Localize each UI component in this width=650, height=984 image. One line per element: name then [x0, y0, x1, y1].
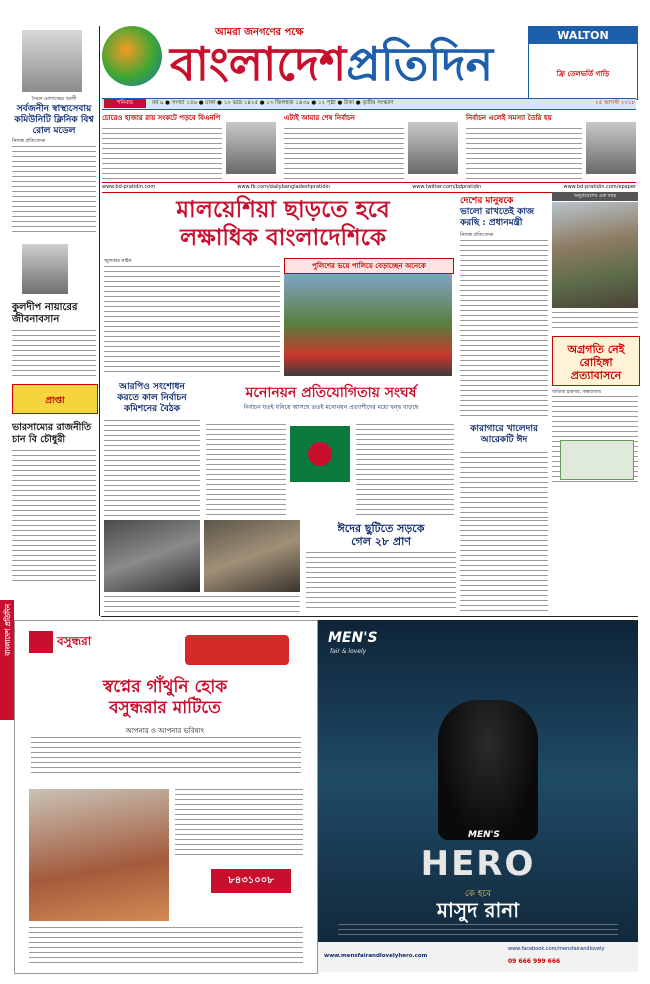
ec-headline-line1: আরপিও সংশোধন	[119, 382, 185, 392]
mens-brand-mid: MEN'S	[468, 830, 500, 840]
teaser-3-text	[466, 128, 582, 180]
tagline: আমরা জনগণের পক্ষে	[215, 27, 304, 38]
nomination-headline: মনোনয়ন প্রতিযোগিতায় সংঘর্ষ	[245, 385, 417, 401]
pm-headline-line2: ভালো রাখতেই কাজ	[460, 207, 534, 217]
hero-silhouette	[438, 700, 538, 840]
jail-headline	[460, 424, 548, 446]
pm-headline-line3: করছি : প্রধানমন্ত্রী	[460, 218, 523, 228]
teaser-3-headline: নির্বাচন এলেই সমস্যা তৈরি হয়	[466, 113, 552, 122]
left-byline: নিজস্ব প্রতিবেদক	[12, 138, 46, 144]
teaser-2-photo	[408, 122, 458, 174]
rohingya-headline-line1: অগ্রগতি নেই রোহিঙ্গা	[567, 343, 625, 369]
hero-name: মাসুদ রানা	[436, 898, 520, 922]
lead-headline	[118, 196, 448, 252]
pm-body-text	[460, 240, 548, 420]
walton-ad[interactable]	[528, 26, 638, 100]
teaser-3[interactable]	[466, 112, 636, 180]
profile-photo	[22, 30, 82, 92]
ads-top-rule	[101, 616, 638, 617]
teaser-2-text	[284, 128, 404, 180]
social-epaper[interactable]: www.bd-pratidin.com/epaper	[563, 184, 636, 190]
left-story3-headline: ভারসাম্যের রাজনীতি চান বি চৌধুরী	[12, 422, 92, 445]
left-ad-text: প্রাপ্তা	[45, 396, 65, 406]
bashundhara-headline	[25, 677, 305, 719]
vertical-strip	[0, 600, 14, 720]
mens-sub-top: fair & lovely	[330, 648, 367, 655]
meta-date: ২৫ আগস্ট ২০১৮	[595, 100, 635, 106]
bashundhara-contacts	[29, 927, 303, 965]
rohingya-label: অনুপ্রবেশের এক বছর	[552, 192, 638, 201]
rohingya-headline	[553, 337, 639, 382]
jail-headline-line2: আরেকটি ঈদ	[480, 435, 528, 445]
lead-photo-caption: পুলিশের ভয়ে পালিয়ে বেড়াচ্ছেন অনেকে	[284, 258, 454, 274]
social-web[interactable]: www.bd-pratidin.com	[102, 184, 156, 190]
lead-body-text	[104, 266, 280, 376]
nomination-body-left	[206, 424, 286, 516]
left-body-text	[12, 146, 96, 236]
walton-line1: ফ্রি তেলভর্তি গাড়ি	[556, 70, 610, 78]
obit-headline: কুলদীপ নায়ারের জীবনাবসান	[12, 302, 78, 325]
bashundhara-brand: বসুন্ধরা	[57, 634, 92, 648]
road-headline-line2: গেল ২৮ প্রাণ	[351, 535, 411, 548]
bashundhara-bricks-image	[29, 789, 169, 921]
teaser-1[interactable]	[102, 112, 278, 180]
bashundhara-headline-line1: স্বপ্নের গাঁথুনি হোক	[102, 677, 228, 697]
left-ad[interactable]	[12, 384, 98, 414]
mens-hero-ad[interactable]	[318, 620, 638, 972]
road-body-right	[460, 520, 548, 612]
left-headline: সর্বজনীন স্বাস্থ্যসেবায় কমিউনিটি ক্লিনিক বিশ্ব রোল মডেল	[14, 104, 94, 136]
hero-tagline: কে হবে	[464, 889, 492, 899]
obit-body-text	[12, 330, 96, 380]
nomination-sub: নির্বাচন যতই ঘনিয়ে আসছে ততই মনোনয়ন প্রত্যাশীদের মধ্যে দ্বন্দ্ব বাড়ছে	[243, 404, 419, 411]
teaser-2-headline: এটাই আমার শেষ নির্বাচন	[284, 113, 355, 122]
bashundhara-ad[interactable]	[14, 620, 318, 974]
road-headline	[306, 522, 456, 548]
hero-phone[interactable]: 09 666 999 666	[508, 958, 561, 965]
masthead-title-right: প্রতিদিন	[346, 37, 494, 91]
teaser-1-text	[102, 128, 222, 180]
bashundhara-hotline[interactable]: ৮৪৩১০০৮	[211, 869, 291, 893]
masthead-title-left: বাংলাদেশ	[170, 37, 347, 91]
rohingya-headline-box	[552, 336, 640, 386]
lead-photo	[284, 274, 452, 376]
ec-headline	[104, 382, 200, 415]
jail-headline-line1: কারাগারে খালেদার	[470, 424, 538, 434]
teaser-1-photo	[226, 122, 276, 174]
road-headline-line1: ঈদের ছুটিতে সড়কে	[337, 522, 425, 535]
profile-name: সৈয়দ মোদাচ্ছের আলী	[31, 96, 77, 102]
walton-brand: WALTON	[529, 27, 637, 44]
meta-line: বর্ষ ৯ ● সংখ্যা ১৫৬ ● ঢাকা ● ১০ ভাদ্র ১৪২৫ ● ১৩ জিলহজ ১৪৩৯ ● ১২ পৃষ্ঠা ● টাকা ● তৃতীয় সংস্করণ	[152, 100, 394, 106]
social-fb[interactable]: www.fb.com/dailybangladeshpratidin	[237, 184, 331, 190]
anniversary-logo	[102, 26, 162, 86]
pm-headline	[460, 196, 548, 229]
left-story3-body	[12, 450, 96, 585]
bashundhara-headline-line2: বসুন্ধরার মাটিতে	[109, 698, 221, 718]
rohingya-headline-line2: প্রত্যাবাসনে	[570, 369, 622, 382]
rohingya-photo	[552, 202, 638, 308]
meta-day: শনিবার	[104, 99, 146, 108]
vertical-strip-label: বাংলাদেশ প্রতিদিন	[4, 604, 12, 656]
hero-site[interactable]: www.mensfairandlovelyhero.com	[324, 953, 428, 959]
obit-photo	[22, 244, 68, 294]
nomination-body-right	[356, 424, 454, 516]
lead-headline-line1: মালয়েশিয়া ছাড়তে হবে	[176, 196, 390, 223]
road-body-text	[306, 552, 456, 612]
hero-fb[interactable]: www.facebook.com/mensfairandlovely	[508, 946, 605, 952]
hero-description	[338, 924, 618, 936]
bashundhara-body-lines	[31, 737, 301, 777]
jail-body-text	[460, 452, 548, 518]
awami-logo	[290, 426, 350, 482]
ec-headline-line3: কমিশনের বৈঠক	[123, 404, 181, 414]
masthead-title	[170, 36, 493, 92]
lead-headline-line2: লক্ষাধিক বাংলাদেশিকে	[179, 224, 387, 251]
bashundhara-body: আপনার ও আপনার ভবিষ্যৎ	[125, 727, 205, 735]
pm-byline: নিজস্ব প্রতিবেদক	[460, 232, 494, 238]
hero-footer	[318, 942, 638, 972]
accident-photo	[104, 520, 300, 614]
rohingya-inset	[560, 440, 634, 480]
bashundhara-anniversary-badge	[185, 635, 289, 665]
rohingya-byline: আয়াজ হায়দার, কক্সবাজার	[552, 390, 602, 395]
rohingya-caption	[552, 312, 638, 332]
lead-byline: জুলকার নাইন	[104, 258, 132, 264]
ec-headline-line2: করতে কাল নির্বাচন	[117, 393, 187, 403]
bashundhara-details	[175, 789, 303, 859]
pm-headline-line1: দেশের মানুষকে	[460, 196, 514, 206]
bashundhara-logo-icon	[29, 631, 53, 653]
mens-brand-top: MEN'S	[328, 630, 378, 646]
hero-title: HERO	[420, 844, 536, 884]
teaser-3-photo	[586, 122, 636, 174]
teaser-2[interactable]	[284, 112, 460, 180]
teaser-1-headline: চোরেও হাজার রায় সংকটে পড়বে বিএনপি	[102, 113, 221, 122]
ec-body-text	[104, 420, 200, 516]
social-twitter[interactable]: www.twitter.com/bdpratidin	[412, 184, 482, 190]
column-rule-left	[99, 26, 100, 616]
